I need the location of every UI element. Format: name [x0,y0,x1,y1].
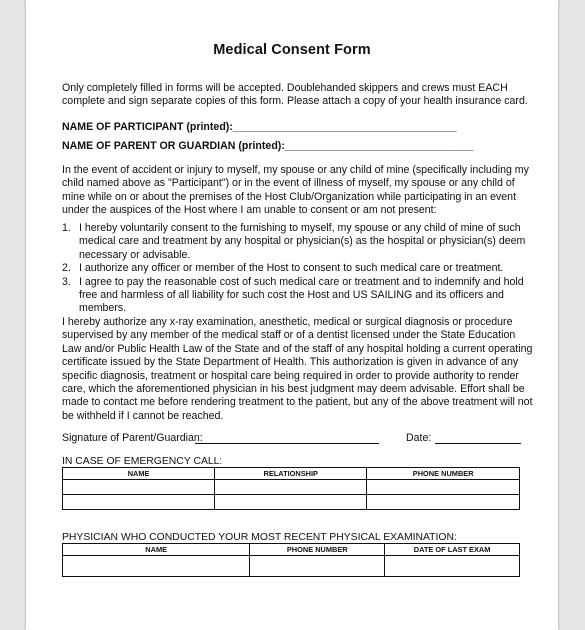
physician-table [62,543,520,577]
consent-item-3 [62,276,532,316]
participant-name-field[interactable]: NAME OF PARTICIPANT (printed):______________________________________ [62,121,457,133]
table-cell[interactable] [63,495,215,510]
table-cell[interactable] [63,556,250,577]
table-header-row [63,544,520,556]
table-row [63,480,520,495]
consent-item-number: 1. [62,222,71,234]
table-header-row [63,468,520,480]
guardian-name-field[interactable]: NAME OF PARENT OR GUARDIAN (printed):________________________________ [62,140,474,152]
emergency-contact-table [62,467,520,510]
column-header-relationship: RELATIONSHIP [215,468,367,480]
consent-item-number: 3. [62,275,71,288]
consent-list [62,222,532,316]
table-cell[interactable] [215,480,367,495]
column-header-phone-number: PHONE NUMBER [250,544,385,556]
column-header-name: NAME [63,544,250,556]
consent-item-text: I agree to pay the reasonable cost of such medical care or treatment and to indemnify and hold free and harmless of all liability for such cost the Host and US SAILING and its officers and members. [79,275,524,315]
emergency-heading: IN CASE OF EMERGENCY CALL: [62,456,223,467]
consent-item-number: 2. [62,262,71,275]
column-header-phone-number: PHONE NUMBER [367,468,520,480]
consent-item-1 [62,222,532,262]
intro-paragraph: Only completely filled in forms will be accepted. Doublehanded skippers and crews must EACH complete and sign separate copies of this form. Please attach a copy of your health insurance card. [62,82,528,108]
table-cell[interactable] [63,480,215,495]
consent-item-text: I hereby voluntarily consent to the furnishing to myself, my spouse or any child of mine of such medical care and treatment by any hospital or physician(s) as the hospital or physician(s) deem necessary or advisable. [79,222,526,261]
consent-item-2 [62,262,532,275]
signature-field[interactable] [195,443,379,444]
date-field[interactable] [435,443,521,444]
authorization-paragraph: I hereby authorize any x-ray examination, anesthetic, medical or surgical diagnosis or procedure supervised by any member of the medical staff or of a dentist licensed under the State Education Law and/or Public Health Law of the State and of the staff of any hospital holding a current operating certificate issued by the State Department of Health. This authorization is given in advance of any specific diagnosis, treatment or hospital care being required in order to provide authority to render care, which the aforementioned physician in his best judgment may deem advisable. Effort shall be made to contact me before rendering treatment to the patient, but any of the above treatment will not be withheld if I cannot be reached. [62,316,533,422]
date-label: Date: [406,432,432,444]
consent-item-text: I authorize any officer or member of the Host to consent to such medical care or treatment. [79,262,504,275]
table-cell[interactable] [215,495,367,510]
form-title: Medical Consent Form [213,42,371,58]
table-cell[interactable] [367,495,520,510]
table-row [63,556,520,577]
table-row [63,495,520,510]
form-page [26,0,558,630]
column-header-name: NAME [63,468,215,480]
column-header-date-of-last-exam: DATE OF LAST EXAM [385,544,520,556]
signature-label: Signature of Parent/Guardian: [62,432,203,444]
table-cell[interactable] [367,480,520,495]
table-cell[interactable] [250,556,385,577]
table-cell[interactable] [385,556,520,577]
physician-heading: PHYSICIAN WHO CONDUCTED YOUR MOST RECENT PHYSICAL EXAMINATION: [62,532,457,543]
event-paragraph: In the event of accident or injury to myself, my spouse or any child of mine (specifically including my child named above as "Participant") or in the event of illness of myself, my spouse or any child of mine while on or about the premises of the Host Club/Organization while participating in an event under the auspices of the Host where I am unable to consent or am not present: [62,164,529,217]
